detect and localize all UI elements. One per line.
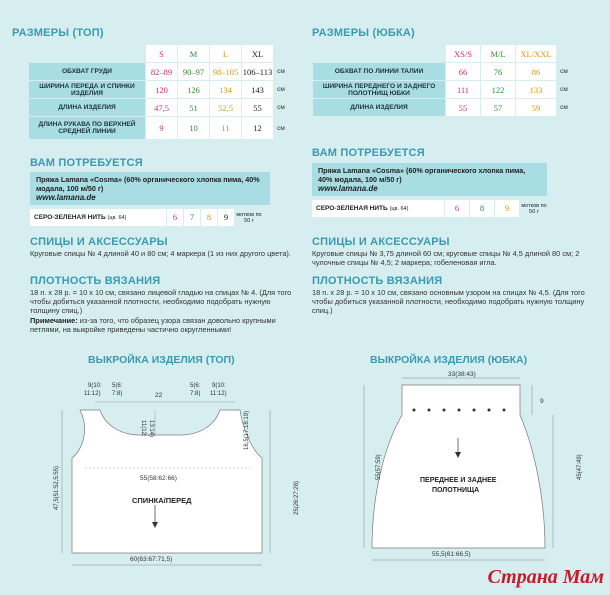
cell: 133 bbox=[516, 81, 556, 98]
row-label: ДЛИНА ИЗДЕЛИЯ bbox=[29, 99, 145, 116]
note-label: Примечание: bbox=[30, 315, 78, 325]
skein-count: 9 bbox=[495, 200, 519, 217]
dim-label: 7:8) bbox=[112, 391, 123, 397]
piece-label: ПОЛОТНИЩА bbox=[432, 487, 480, 494]
dim-label: 33(38:43) bbox=[448, 371, 476, 378]
skirt-sizes-title: РАЗМЕРЫ (ЮБКА) bbox=[312, 27, 415, 39]
skein-count: 7 bbox=[184, 209, 200, 226]
top-need-title: ВАМ ПОТРЕБУЕТСЯ bbox=[30, 157, 143, 169]
row-label: ДЛИНА ИЗДЕЛИЯ bbox=[313, 99, 445, 116]
skirt-needles-title: СПИЦЫ И АКСЕССУАРЫ bbox=[312, 236, 450, 248]
cell: 55 bbox=[242, 99, 273, 116]
dim-label: 55,5(61:66,5) bbox=[432, 551, 471, 558]
cell: 76 bbox=[481, 63, 515, 80]
top-yarn-box bbox=[30, 172, 270, 227]
size-m-l: M/L bbox=[481, 45, 515, 62]
size-xl-xxl: XL/XXL bbox=[516, 45, 556, 62]
color-code: (цв. 64) bbox=[389, 206, 409, 212]
cell: 143 bbox=[242, 81, 273, 98]
dim-label: 7:8) bbox=[190, 391, 201, 397]
skein-unit: мотков по 50 г bbox=[236, 211, 262, 224]
skirt-pattern-diagram bbox=[310, 370, 610, 570]
cell: 51 bbox=[178, 99, 209, 116]
cell: 90–97 bbox=[178, 63, 209, 80]
skirt-pattern-title: ВЫКРОЙКА ИЗДЕЛИЯ (ЮБКА) bbox=[370, 354, 528, 366]
top-pattern-title: ВЫКРОЙКА ИЗДЕЛИЯ (ТОП) bbox=[88, 354, 235, 366]
color-name bbox=[30, 209, 166, 226]
marker-dot bbox=[428, 409, 431, 412]
dim-label: 11:12) bbox=[84, 391, 101, 397]
marker-dot bbox=[488, 409, 491, 412]
skirt-need-title: ВАМ ПОТРЕБУЕТСЯ bbox=[312, 147, 425, 159]
cell: 120 bbox=[146, 81, 177, 98]
cell: 52,5 bbox=[210, 99, 241, 116]
skein-count: 6 bbox=[445, 200, 469, 217]
unit: см bbox=[277, 86, 285, 93]
row-label: ОБХВАТ ГРУДИ bbox=[29, 63, 145, 80]
dim-label: 16,5(17:18:19) bbox=[244, 410, 250, 450]
unit: см bbox=[560, 104, 568, 111]
note-text: из-за того, что образец узора связан довольно крупными петлями, на выкройке приведены частично округленными! bbox=[30, 315, 276, 334]
row-label: ДЛИНА РУКАВА ПО ВЕРХНЕЙ СРЕДНЕЙ ЛИНИИ bbox=[29, 117, 145, 139]
color-name bbox=[312, 200, 444, 217]
size-xs-s: XS/S bbox=[446, 45, 480, 62]
dim-label: 55(57:59) bbox=[376, 454, 382, 480]
marker-dot bbox=[413, 409, 416, 412]
skein-unit: мотков по 50 г bbox=[521, 202, 547, 215]
dim-label: 45(47:49) bbox=[577, 454, 583, 480]
skirt-sizes-table bbox=[312, 44, 572, 117]
skirt-yarn-box bbox=[312, 163, 547, 218]
yarn-desc: Пряжа Lamana «Cosma» (60% органического хлопка пима, 40% модала, 100 м/50 г) bbox=[36, 175, 260, 193]
size-m: M bbox=[178, 45, 209, 62]
row-label: ОБХВАТ ПО ЛИНИИ ТАЛИИ bbox=[313, 63, 445, 80]
color-label: СЕРО-ЗЕЛЕНАЯ НИТЬ bbox=[316, 205, 388, 212]
unit: см bbox=[560, 68, 568, 75]
dim-label: 11:12) bbox=[210, 391, 227, 397]
skirt-yarn bbox=[312, 163, 547, 196]
top-sizes-table bbox=[28, 44, 289, 140]
skirt-needles-text: Круговые спицы № 3,75 длиной 60 см; круговые спицы № 4,5 длиной 80 см; 2 чулочные спицы № 4,5; 2 маркера; гобеленовая игла. bbox=[312, 249, 580, 268]
unit: см bbox=[277, 124, 285, 132]
dim-label: 60(63:67:71,5) bbox=[130, 556, 173, 563]
dim-label: 5(6: bbox=[112, 383, 123, 389]
yarn-desc: Пряжа Lamana «Cosma» (60% органического хлопка пима, 40% модала, 100 м/50 г) bbox=[318, 166, 526, 184]
top-pattern-diagram bbox=[0, 370, 300, 570]
cell: 66 bbox=[446, 63, 480, 80]
gauge-text: 18 п. х 28 р. = 10 х 10 см, связано лицевой гладью на спицах № 4. (Для того чтобы добиться указанной плотности, необходимо подобрать нужную толщину спиц.) bbox=[30, 288, 292, 316]
cell: 9 bbox=[146, 117, 177, 139]
dim-label: 22 bbox=[155, 392, 163, 399]
marker-dot bbox=[503, 409, 506, 412]
dim-label: 13:14) bbox=[148, 420, 154, 438]
unit: см bbox=[277, 104, 285, 111]
dim-label: 55(58:62:66) bbox=[140, 475, 177, 482]
cell: 134 bbox=[210, 81, 241, 98]
color-row bbox=[30, 208, 270, 227]
cell: 12 bbox=[242, 117, 273, 139]
yarn-url: www.lamana.de bbox=[36, 193, 96, 202]
skirt-gauge-title: ПЛОТНОСТЬ ВЯЗАНИЯ bbox=[312, 275, 443, 287]
top-sizes-title: РАЗМЕРЫ (ТОП) bbox=[12, 27, 104, 39]
skein-count: 6 bbox=[167, 209, 183, 226]
cell: 82–89 bbox=[146, 63, 177, 80]
cell: 10 bbox=[178, 117, 209, 139]
cell: 59 bbox=[516, 99, 556, 116]
skein-count: 8 bbox=[470, 200, 494, 217]
piece-label: СПИНКА/ПЕРЕД bbox=[132, 496, 192, 505]
dim-label: 9(10: bbox=[212, 383, 226, 389]
color-label: СЕРО-ЗЕЛЕНАЯ НИТЬ bbox=[34, 214, 106, 221]
cell: 98–105 bbox=[210, 63, 241, 80]
watermark-logo: Страна Мам bbox=[487, 566, 604, 588]
color-code: (цв. 64) bbox=[107, 215, 127, 221]
top-gauge-title: ПЛОТНОСТЬ ВЯЗАНИЯ bbox=[30, 275, 161, 287]
cell: 122 bbox=[481, 81, 515, 98]
cell: 47,5 bbox=[146, 99, 177, 116]
cell: 126 bbox=[178, 81, 209, 98]
skein-count: 8 bbox=[201, 209, 217, 226]
size-s: S bbox=[146, 45, 177, 62]
top-gauge-text bbox=[30, 288, 292, 334]
size-xl: XL bbox=[242, 45, 273, 62]
dim-label: 5(6: bbox=[190, 383, 201, 389]
unit: см bbox=[560, 86, 568, 93]
dim-label: 11(12: bbox=[140, 420, 146, 437]
cell: 55 bbox=[446, 99, 480, 116]
row-label: ШИРИНА ПЕРЕДНЕГО И ЗАДНЕГО ПОЛОТНИЩ ЮБКИ bbox=[313, 81, 445, 98]
unit: см bbox=[277, 68, 285, 75]
dim-label: 9 bbox=[540, 398, 544, 405]
cell: 106–113 bbox=[242, 63, 273, 80]
color-row bbox=[312, 199, 547, 218]
cell: 11 bbox=[210, 117, 241, 139]
marker-dot bbox=[473, 409, 476, 412]
row-label: ШИРИНА ПЕРЕДА И СПИНКИ ИЗДЕЛИЯ bbox=[29, 81, 145, 98]
dim-label: 9(10: bbox=[88, 383, 102, 389]
cell: 111 bbox=[446, 81, 480, 98]
piece-label: ПЕРЕДНЕЕ И ЗАДНЕЕ bbox=[420, 477, 497, 484]
size-l: L bbox=[210, 45, 241, 62]
top-needles-text: Круговые спицы № 4 длиной 40 и 80 см; 4 маркера (1 из них другого цвета). bbox=[30, 249, 291, 258]
dim-label: 25(26:27:28) bbox=[294, 480, 300, 515]
marker-dot bbox=[458, 409, 461, 412]
marker-dot bbox=[443, 409, 446, 412]
top-needles-title: СПИЦЫ И АКСЕССУАРЫ bbox=[30, 236, 168, 248]
yarn-url: www.lamana.de bbox=[318, 184, 378, 193]
skirt-gauge-text: 18 п. х 28 р. = 10 х 10 см, связано основным узором на спицах № 4,5. (Для того чтобы добиться указанной плотности, необходимо подобрать нужную толщину спиц.) bbox=[312, 288, 585, 316]
dim-label: 47,5(51:52,5:55) bbox=[54, 465, 60, 510]
cell: 86 bbox=[516, 63, 556, 80]
top-yarn bbox=[30, 172, 270, 205]
cell: 57 bbox=[481, 99, 515, 116]
skein-count: 9 bbox=[218, 209, 234, 226]
